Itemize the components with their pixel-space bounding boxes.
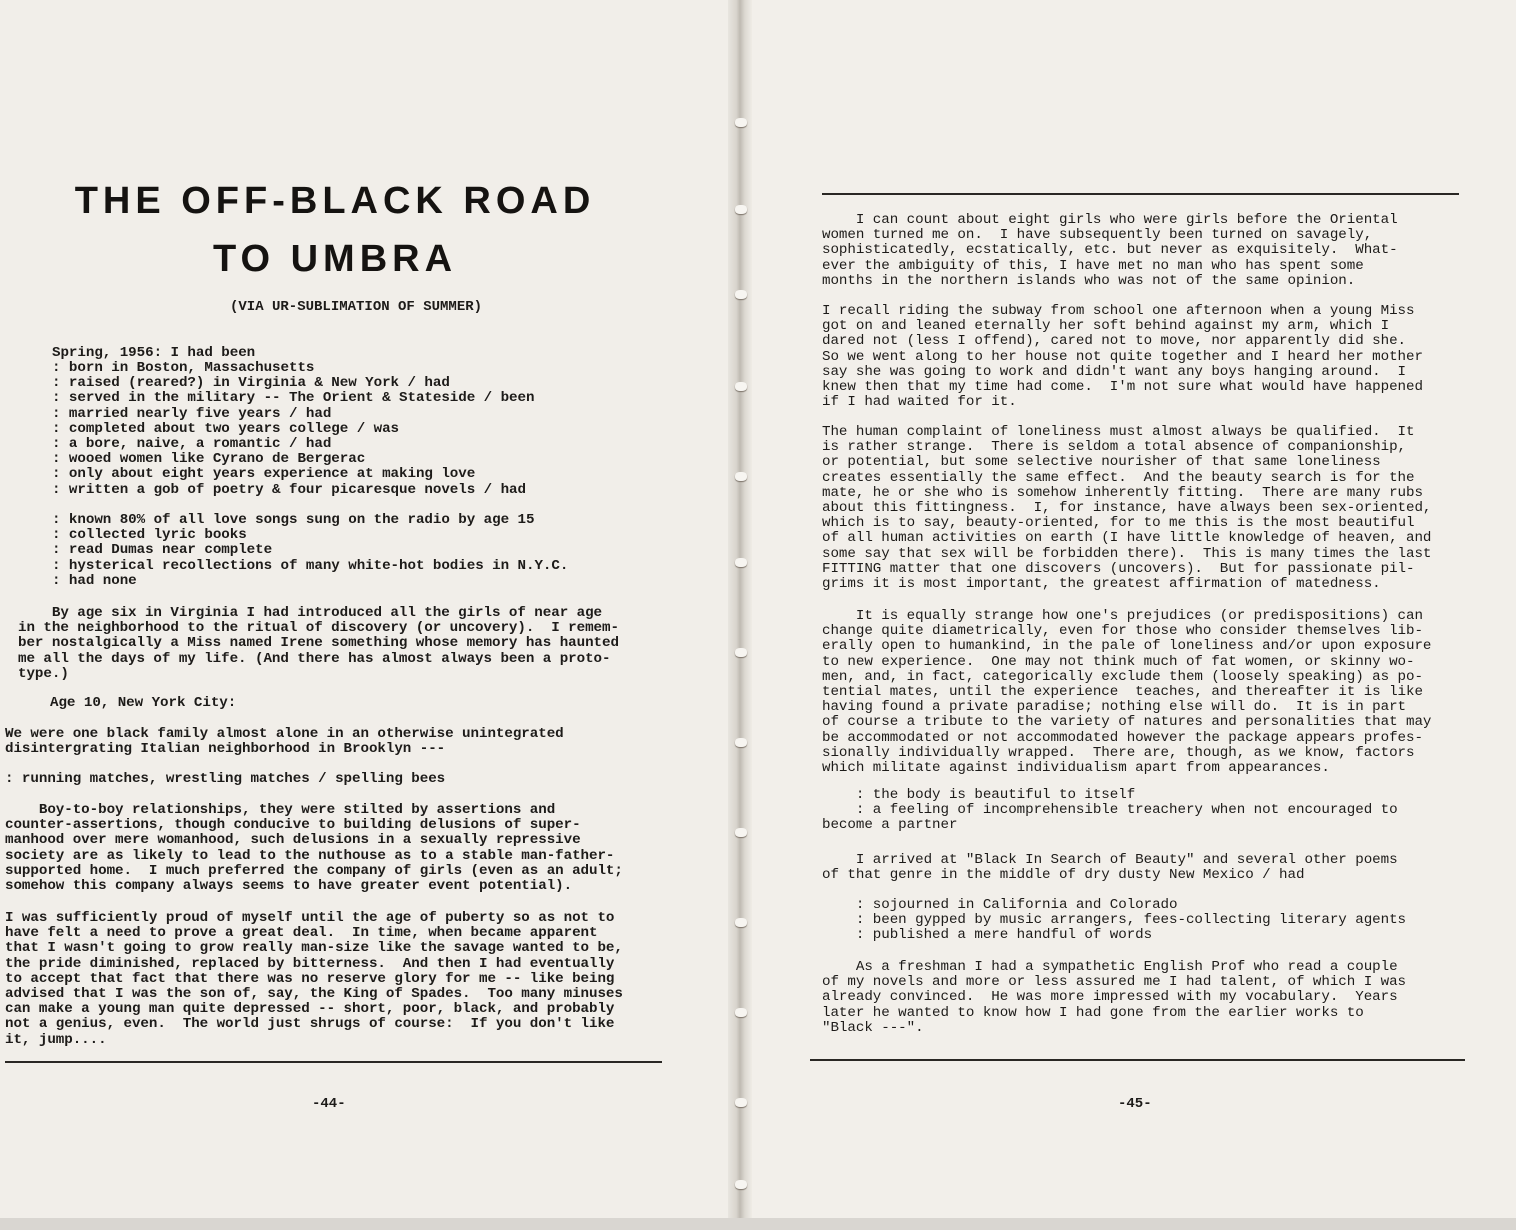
activities-line: : running matches, wrestling matches / spelling bees [5, 771, 446, 787]
bottom-edge [0, 1218, 1516, 1230]
bottom-rule [5, 1061, 662, 1063]
left-page [0, 0, 738, 1218]
binding-gutter [728, 0, 752, 1218]
bottom-rule [810, 1059, 1465, 1061]
list-item: : had none [52, 572, 137, 589]
paragraph-puberty: I was sufficiently proud of myself until the age of puberty so as not to have felt a need to prove a great deal. In time, when became apparent that I wasn't going to grow really man-size like the savage wanted to be, the pride diminished, replaced by bitterness. And then I had eventually to accept that fact that there was no reserve glory for me -- like being advised that I was the son of, say, the King of Spades. Too many minuses can make a young man quite depressed -- short, poor, black, and probably not a genius, even. The world just shrugs of course: If you don't like it, jump.... [5, 910, 623, 1048]
binding-hole [735, 558, 747, 567]
page-number: -44- [312, 1096, 346, 1112]
paragraph-oriental: I can count about eight girls who were girls before the Oriental women turned me on. I have subsequently been turned on savagely, sophisticatedly, ecstatically, etc. but never as exquisitely. What- ever the ambiguity of this, I have met no man who has spent some months in the northern islands who was not of the same opinion. [822, 212, 1398, 289]
list-item: : raised (reared?) in Virginia & New York / had [52, 375, 450, 392]
binding-hole [735, 472, 747, 481]
paragraph-prejudices: It is equally strange how one's prejudices (or predispositions) can change quite diametrically, even for those who consider themselves lib- erally open to humankind, in the pale of loneliness and/or upon exposure to new experience. One may not think much of fat women, or skinny wo- men, and, in fact, categorically exclude them (loosely speaking) as po- tential mates, until the experience teaches, and thereafter it is like having found a private paradise; nothing else will do. It is in part of course a tribute to the variety of natures and personalities that may be accommodated or not accommodated however the package appears profes- sionally individually wrapped. There are, though, as we know, factors which militate against individualism apart from appearances. [822, 608, 1432, 777]
title-line-2: TO UMBRA [212, 238, 458, 280]
paragraph-relationships: Boy-to-boy relationships, they were stilted by assertions and counter-assertions, though conducive to building delusions of super- manhood over mere womanhood, such delusions in a sexually repressive society are as likely to lead to the nuthouse as to a stable man-father- supported home. I much preferred the company of girls (even as an adult; somehow this company always seems to have greater event potential). [5, 802, 623, 895]
paragraph-brooklyn: We were one black family almost alone in an otherwise unintegrated disintergrating Italian neighborhood in Brooklyn --- [5, 726, 564, 758]
top-rule [822, 193, 1459, 195]
list-item: : completed about two years college / was [52, 420, 400, 437]
paragraph-subway: I recall riding the subway from school one afternoon when a young Miss got on and leaned eternally her soft behind against my arm, which I dared not (less I offend), cared not to move, nor apparently did she. So we went along to her house not quite together and I heard her mother say she was going to work and didn't want any boys hanging around. I knew then that my time had come. I'm not sure what would have happened if I had waited for it. [822, 303, 1423, 411]
binding-hole [735, 1008, 747, 1017]
binding-hole [735, 918, 747, 927]
list-item: : a bore, naive, a romantic / had [52, 436, 332, 452]
paragraph-new-mexico: I arrived at "Black In Search of Beauty" and several other poems of that genre in the middle of dry dusty New Mexico / had [822, 852, 1398, 884]
paragraph-childhood: By age six in Virginia I had introduced all the girls of near age in the neighborhood to the ritual of discovery (or uncovery). I remem- ber nostalgically a Miss named Irene something whose memory has haunted me all the days of my life. (And there has almost always been a proto- type.) [18, 605, 619, 682]
binding-hole [735, 738, 747, 747]
list-item: : married nearly five years / had [52, 405, 332, 422]
binding-hole [735, 1180, 747, 1189]
list-sojourned: : sojourned in California and Colorado : been gypped by music arrangers, fees-collecting literary agents : published a mere handful of words [855, 897, 1407, 944]
title-line-1: THE OFF-BLACK ROAD [74, 180, 596, 222]
list-item: : wooed women like Cyrano de Bergerac [52, 451, 366, 468]
binding-hole [735, 1098, 747, 1107]
list-item: : only about eight years experience at making love [52, 466, 476, 483]
binding-hole [735, 828, 747, 837]
paragraph-freshman: As a freshman I had a sympathetic English Prof who read a couple of my novels and more or less assured me I had talent, of which I was already convinced. He was more impressed with my vocabulary. Years later he wanted to know how I had gone from the earlier works to "Black ---". [822, 959, 1407, 1036]
list-item: : written a gob of poetry & four picaresque novels / had [52, 481, 526, 498]
list-item: : born in Boston, Massachusetts [52, 360, 315, 376]
list-intro: Spring, 1956: I had been [52, 345, 256, 361]
right-page [748, 0, 1516, 1218]
list-item: : collected lyric books [52, 527, 247, 544]
page-title [50, 172, 620, 288]
list-item: : hysterical recollections of many white-hot bodies in N.Y.C. [52, 557, 569, 574]
list-item: : served in the military -- The Orient & Stateside / been [52, 390, 535, 407]
list-body: : the body is beautiful to itself : a feeling of incomprehensible treachery when not encouraged to become a partner [822, 787, 1398, 834]
binding-hole [735, 290, 747, 299]
subtitle: (VIA UR-SUBLIMATION OF SUMMER) [230, 299, 483, 315]
binding-hole [735, 648, 747, 657]
page-number: -45- [1118, 1096, 1152, 1112]
paragraph-loneliness: The human complaint of loneliness must almost always be qualified. It is rather strange. There is seldom a total absence of companionship, or potential, but some selective nourisher of that same loneliness creates essentially the same effect. And the beauty search is for the mate, he or she who is somehow inherently fitting. There are many rubs about this fittingness. I, for instance, have always been sex-oriented, which is to say, beauty-oriented, for to me this is the most beautiful of all human activities on earth (I have little knowledge of heaven, and some say that sex will be forbidden there). This is many times the last FITTING matter that one discovers (uncovers). But for passionate pil- grims it is most important, the greatest affirmation of matedness. [822, 424, 1432, 593]
list-item: : known 80% of all love songs sung on the radio by age 15 [52, 512, 535, 528]
binding-hole [735, 118, 747, 127]
binding-hole [735, 205, 747, 214]
list-item: : read Dumas near complete [52, 542, 273, 559]
binding-hole [735, 382, 747, 391]
age-heading: Age 10, New York City: [50, 695, 237, 711]
